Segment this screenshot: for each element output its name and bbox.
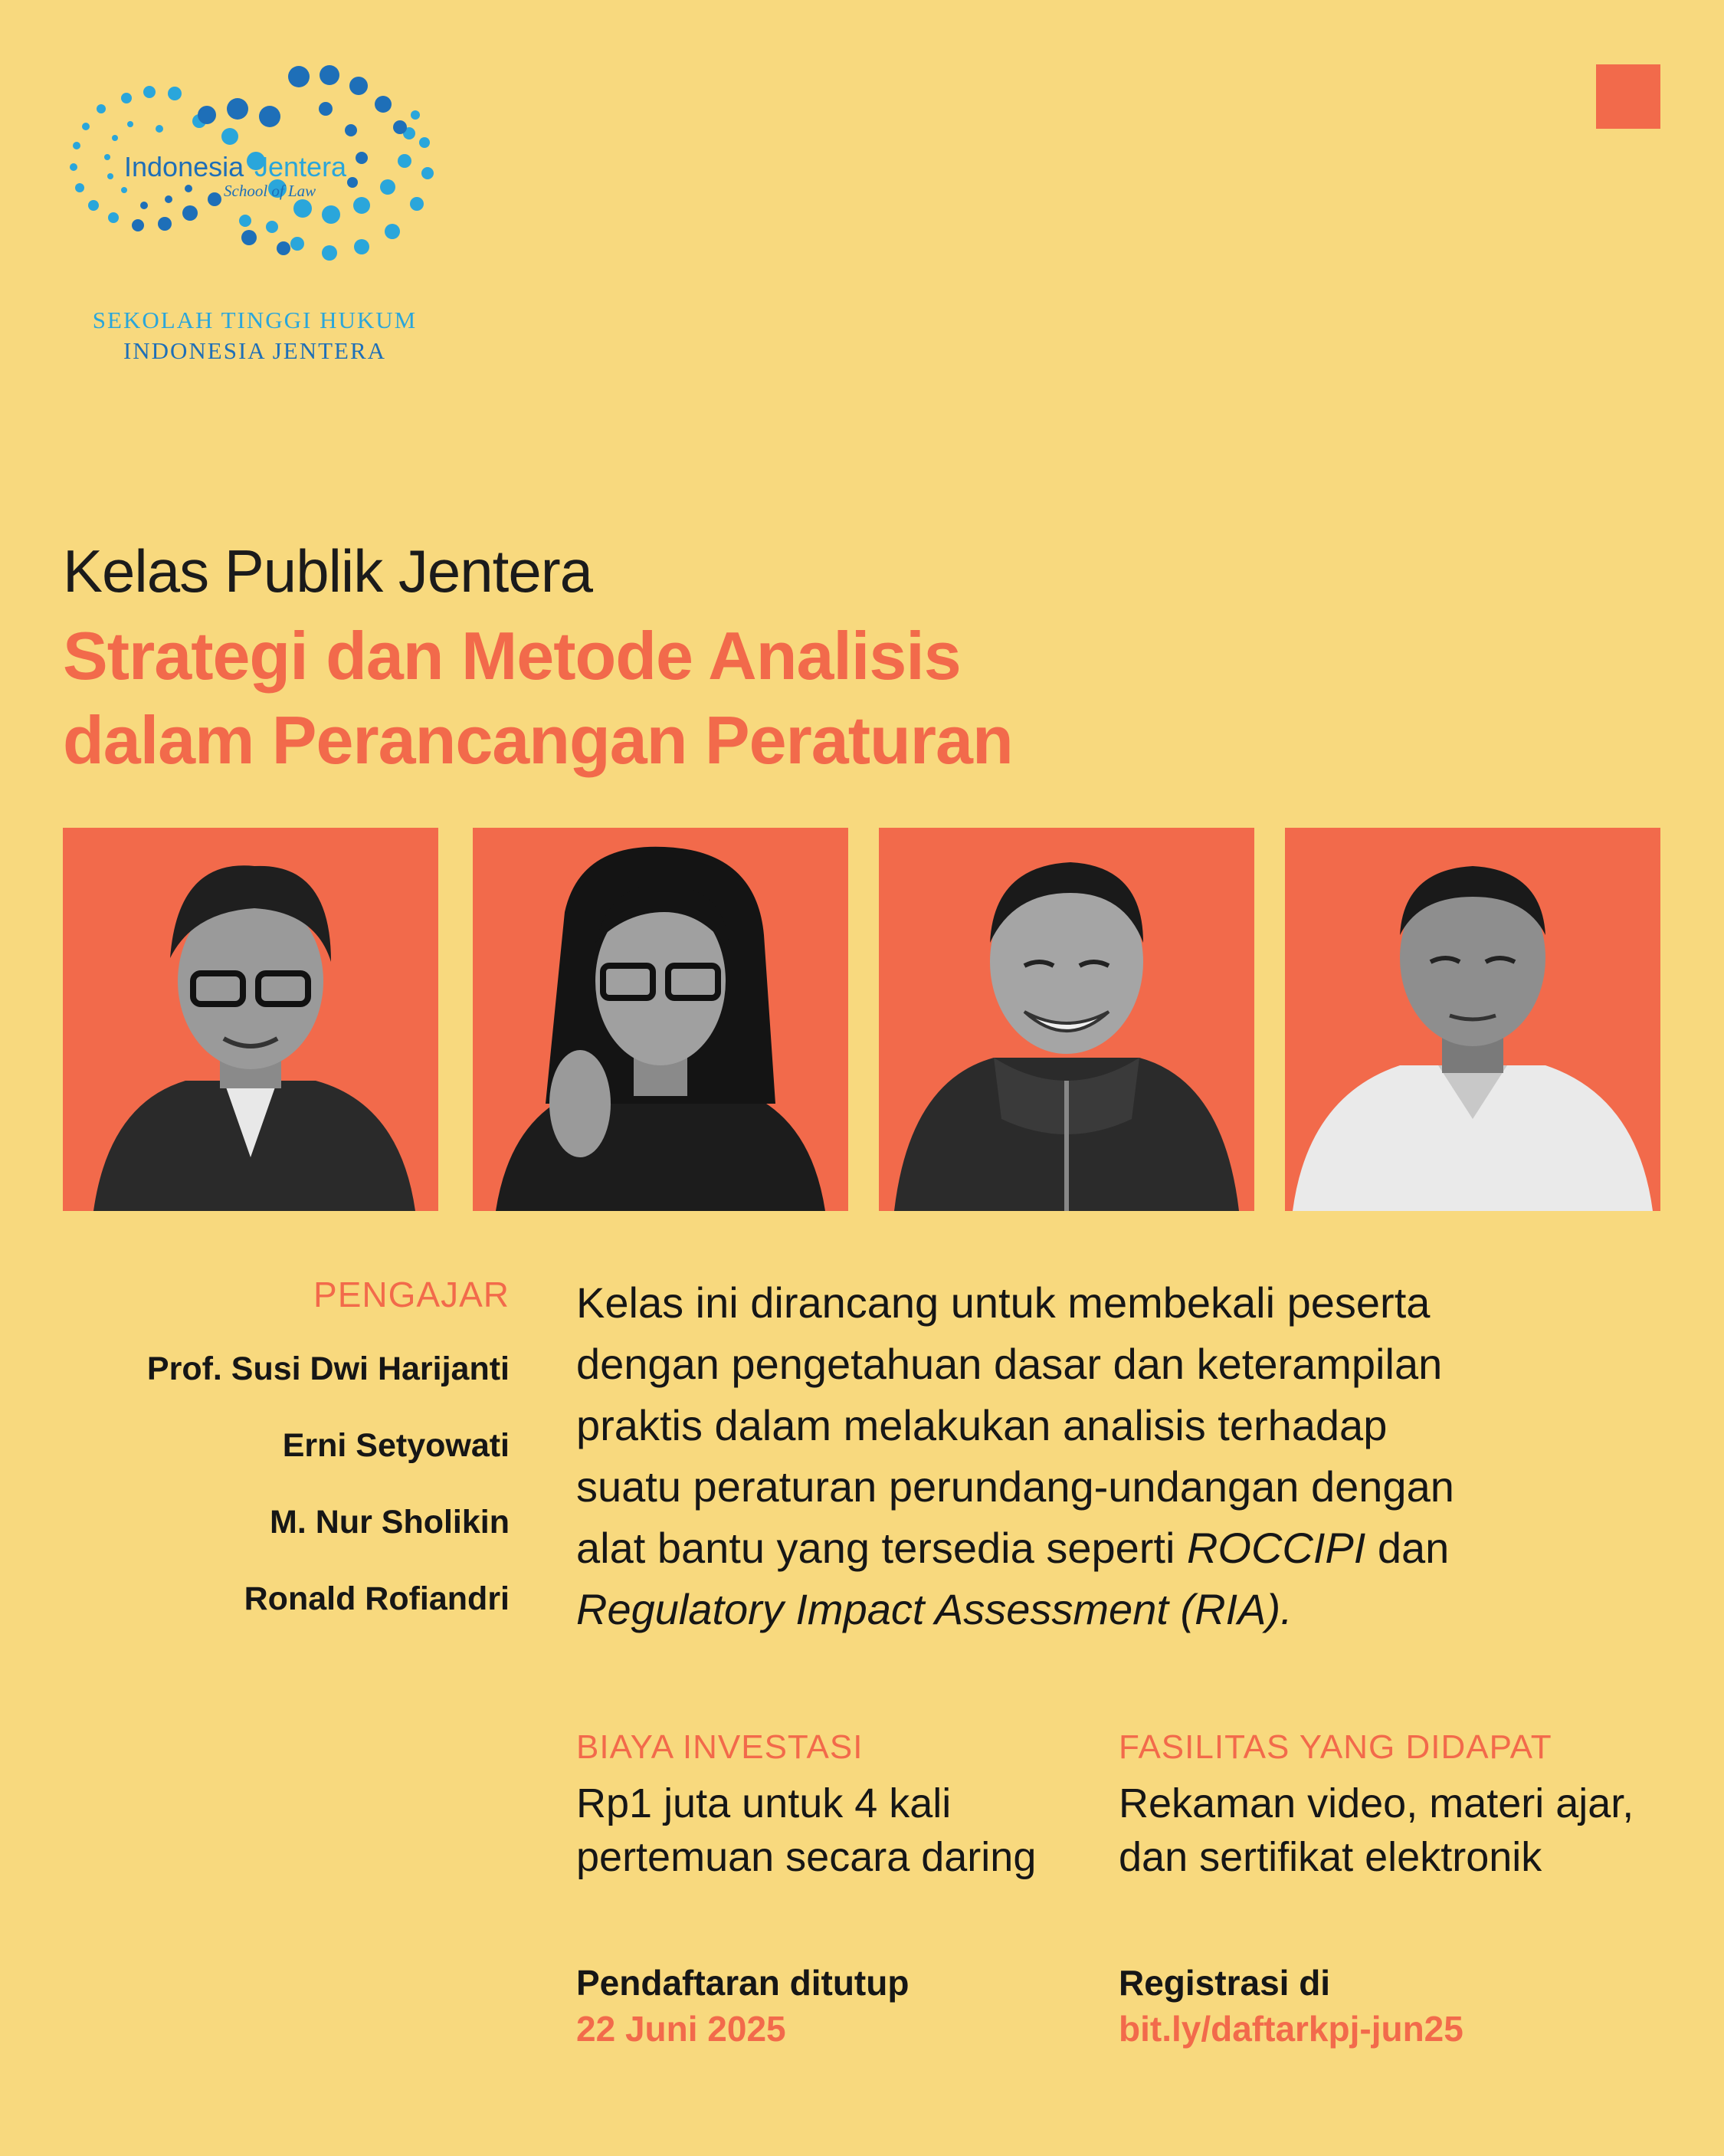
lecturer-photo-3 xyxy=(879,828,1254,1211)
event-title-line-2: dalam Perancangan Peraturan xyxy=(63,702,1013,778)
event-kicker: Kelas Publik Jentera xyxy=(63,537,593,605)
person-portrait-icon xyxy=(473,828,848,1211)
lecturer-photo-2 xyxy=(473,828,848,1211)
course-description xyxy=(576,1272,1649,1640)
description-line: Kelas ini dirancang untuk membekali peserta xyxy=(576,1278,1431,1327)
lecturer-name: Prof. Susi Dwi Harijanti xyxy=(146,1350,510,1387)
lecturer-photo-4 xyxy=(1285,828,1660,1211)
corner-square-decoration xyxy=(1596,64,1660,129)
fee-value xyxy=(576,1777,1036,1884)
logo-subtitle-2: INDONESIA JENTERA xyxy=(123,337,387,364)
roccipi-term: ROCCIPI xyxy=(1186,1524,1366,1572)
registration-link[interactable]: bit.ly/daftarkpj-jun25 xyxy=(1119,2009,1463,2049)
person-portrait-icon xyxy=(879,828,1254,1211)
lecturer-name: M. Nur Sholikin xyxy=(270,1504,510,1541)
description-line: praktis dalam melakukan analisis terhadap xyxy=(576,1401,1388,1449)
svg-text:Jentera: Jentera xyxy=(254,151,347,182)
ria-term: Regulatory Impact Assessment (RIA). xyxy=(576,1585,1293,1633)
description-line: dengan pengetahuan dasar dan keterampilan xyxy=(576,1340,1443,1388)
svg-text:School of Law: School of Law xyxy=(224,182,316,200)
facilities-value xyxy=(1119,1777,1634,1884)
svg-text:Indonesia: Indonesia xyxy=(124,151,244,182)
lecturer-name: Ronald Rofiandri xyxy=(244,1580,510,1617)
fee-line: Rp1 juta untuk 4 kali xyxy=(576,1780,952,1826)
description-line xyxy=(576,1579,1649,1640)
lecturer-photo-1 xyxy=(63,828,438,1211)
registration-label: Registrasi di xyxy=(1119,1963,1331,2003)
lecturer-name: Erni Setyowati xyxy=(282,1427,510,1464)
fee-line: pertemuan secara daring xyxy=(576,1834,1037,1880)
lecturers-label: PENGAJAR xyxy=(313,1275,510,1314)
description-line: suatu peraturan perundang-undangan dengan xyxy=(576,1462,1454,1511)
facilities-line: Rekaman video, materi ajar, xyxy=(1119,1780,1634,1826)
fee-label: BIAYA INVESTASI xyxy=(576,1728,864,1766)
registration-closing-label: Pendaftaran ditutup xyxy=(576,1963,910,2003)
description-line xyxy=(576,1518,1649,1579)
person-portrait-icon xyxy=(1285,828,1660,1211)
description-text: dan xyxy=(1365,1524,1450,1572)
event-title-line-1: Strategi dan Metode Analisis xyxy=(63,618,961,694)
description-text: alat bantu yang tersedia seperti xyxy=(576,1524,1187,1572)
facilities-line: dan sertifikat elektronik xyxy=(1119,1834,1542,1880)
facilities-label: FASILITAS YANG DIDAPAT xyxy=(1119,1728,1552,1766)
logo-subtitle-1: SEKOLAH TINGGI HUKUM xyxy=(92,307,418,333)
registration-closing-date: 22 Juni 2025 xyxy=(576,2009,786,2049)
person-portrait-icon xyxy=(63,828,438,1211)
